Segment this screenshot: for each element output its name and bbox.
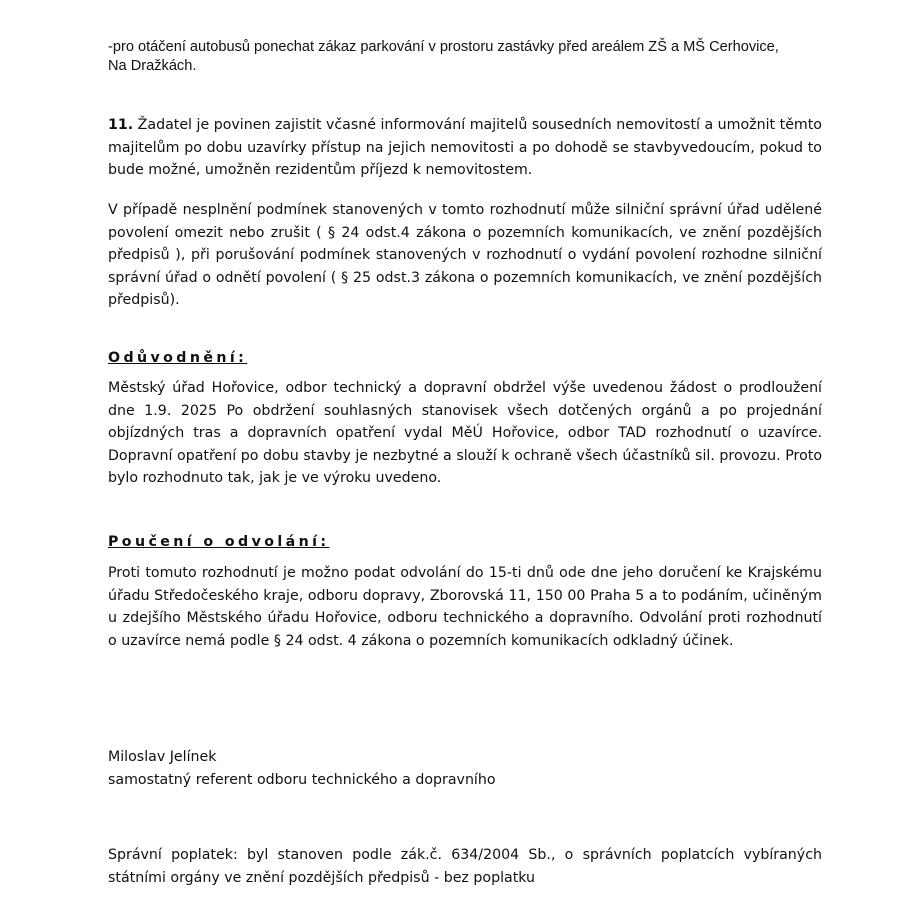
appeal-section — [108, 531, 822, 554]
signature-block — [108, 746, 822, 791]
appeal-text: Proti tomuto rozhodnutí je možno podat odvolání do 15-ti dnů ode dne jeho doručení ke Krajskému úřadu Středočeského kraje, odboru dopravy, Zborovská 11, 150 00 Praha 5 a to podáním, učiněným u zdejšího Městského úřadu Hořovice, odboru technického a dopravního. Odvolání proti rozhodnutí o uzavírce nemá podle § 24 odst. 4 zákona o pozemních komunikacích odkladný účinek. — [108, 565, 822, 649]
top-note-line1: -pro otáčení autobusů ponechat zákaz parkování v prostoru zastávky před areálem ZŠ a MŠ Cerhovice, — [108, 39, 779, 55]
condition-text: Žadatel je povinen zajistit včasné informování majitelů sousedních nemovitostí a umožnit těmto majitelům po dobu uzavírky přístup na jejich nemovitosti a po dohodě se stavbyvedoucím, pokud to bude možné, umožněn rezidentům příjezd k nemovitostem. — [108, 117, 822, 178]
signature-position: samostatný referent odboru technického a dopravního — [108, 771, 496, 788]
justification-section — [108, 347, 822, 370]
top-note — [108, 38, 822, 76]
justification-heading: Odůvodnění: — [108, 350, 248, 366]
justification-text: Městský úřad Hořovice, odbor technický a dopravní obdržel výše uvedenou žádost o prodloužení dne 1.9. 2025 Po obdržení souhlasných stanovisek všech dotčených orgánů a po projednání objízdných tras a dopravních opatření vydal MěÚ Hořovice, odbor TAD rozhodnutí o uzavírce. Dopravní opatření po dobu stavby je nezbytné a slouží k ochraně všech účastníků sil. provozu. Proto bylo rozhodnuto tak, jak je ve výroku uvedeno. — [108, 380, 822, 486]
fee-note: Správní poplatek: byl stanoven podle zák.č. 634/2004 Sb., o správních poplatcích vybíraných státními orgány ve znění pozdějších předpisů - bez poplatku — [108, 847, 822, 886]
signature-name: Miloslav Jelínek — [108, 749, 217, 765]
violation-paragraph: V případě nesplnění podmínek stanovených v tomto rozhodnutí může silniční správní úřad udělené povolení omezit nebo zrušit ( § 24 odst.4 zákona o pozemních komunikacích, ve znění pozdějších předpisů ), při porušování podmínek stanovených v rozhodnutí o vydání povolení rozhodne silniční správní úřad o odnětí povolení ( § 25 odst.3 zákona o pozemních komunikacích, ve znění pozdějších předpisů). — [108, 202, 822, 308]
appeal-heading: Poučení o odvolání: — [108, 534, 330, 550]
top-note-line2: Na Dražkách. — [108, 58, 197, 74]
condition-11 — [108, 114, 822, 182]
condition-number: 11. — [108, 117, 134, 133]
